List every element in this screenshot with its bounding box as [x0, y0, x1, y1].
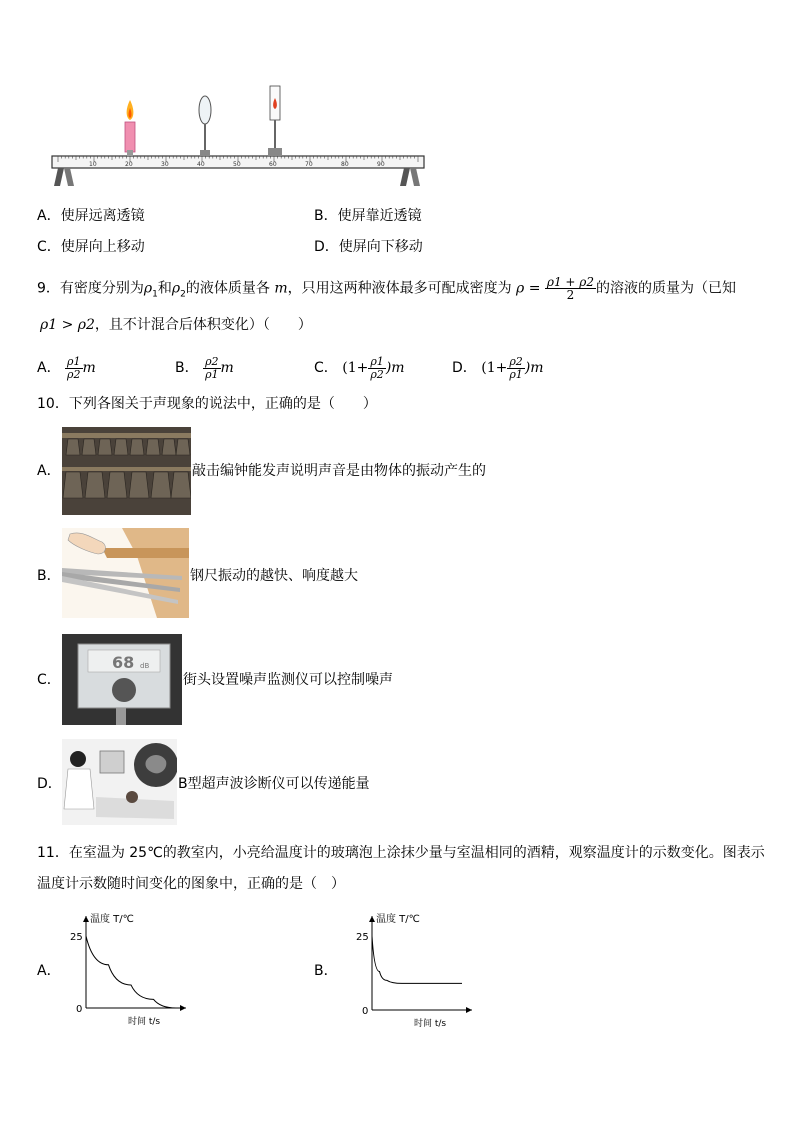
ruler-tick-label: 10 [89, 161, 97, 168]
x-axis-label: 时间 t/s [414, 1019, 447, 1029]
ruler-tick-label: 40 [197, 161, 205, 168]
candle [125, 100, 135, 156]
q11-option-b: B． [314, 963, 338, 979]
q8-option-b: B．使屏靠近透镜 [314, 208, 422, 224]
temperature-curve [86, 936, 176, 1008]
q10-option-c-text: 街头设置噪声监测仪可以控制噪声 [183, 672, 393, 688]
q10-option-d-text: B型超声波诊断仪可以传递能量 [178, 776, 370, 792]
q11-stem-line1: 11．在室温为 25℃的教室内，小亮给温度计的玻璃泡上涂抹少量与室温相同的酒精，观察温度计的示数变化。图表示 [37, 845, 765, 861]
ruler-tick-label: 20 [125, 161, 133, 168]
q9-option-b: B． $\frac{\rho 2}{\rho 1}$ m [175, 354, 234, 381]
q10-stem: 10．下列各图关于声现象的说法中，正确的是（ ） [37, 396, 377, 412]
ruler-tick-label: 70 [305, 161, 313, 168]
q11-stem-line2: 温度计示数随时间变化的图象中，正确的是（ ） [37, 876, 345, 892]
q11-option-a: A． [37, 963, 61, 979]
noise-monitor-photo [62, 634, 182, 725]
density-fraction: $\frac{\rho 1 + \rho 2}{2}$ [546, 275, 594, 302]
y-tick-label: 25 [356, 932, 369, 943]
ultrasound-photo [62, 739, 177, 825]
q9-option-d: D． (1+ $\frac{\rho 2}{\rho 1}$ )m [452, 354, 544, 381]
optical-bench-figure [48, 84, 448, 194]
ruler-tick-label: 90 [377, 161, 385, 168]
origin-label: 0 [362, 1006, 369, 1017]
ruler-tick-label: 30 [161, 161, 169, 168]
ruler-tick-label: 50 [233, 161, 241, 168]
q8-option-c: C．使屏向上移动 [37, 239, 145, 255]
y-tick-label: 25 [70, 932, 83, 943]
temperature-curve [372, 936, 462, 983]
q9-stem-line1: 9．有密度分别为$\rho_1$和$\rho_2$的液体质量各 m，只用这两种液体最多可配成密度为 ρ = $\frac{\rho 1 + \rho 2}{2}$ 的溶液的质量为（已知 [37, 275, 736, 302]
q10-option-a-letter: A． [37, 463, 61, 479]
q9-stem-line2: ρ1 > ρ2，且不计混合后体积变化）（ ） [40, 317, 312, 333]
x-axis-label: 时间 t/s [128, 1017, 161, 1027]
y-axis-label: 温度 T/℃ [90, 914, 134, 925]
y-axis-label: 温度 T/℃ [376, 914, 420, 925]
steel-ruler-photo [62, 528, 189, 618]
temperature-chart-b [352, 910, 482, 1032]
temperature-chart-a [60, 908, 200, 1028]
screen [268, 86, 282, 156]
q8-option-d: D．使屏向下移动 [314, 239, 423, 255]
q10-option-b-text: 钢尺振动的越快、响度越大 [190, 568, 358, 584]
q10-option-a-text: 敲击编钟能发声说明声音是由物体的振动产生的 [192, 463, 486, 479]
chime-bells-photo [62, 427, 191, 515]
q9-option-a: A． $\frac{\rho 1}{\rho 2}$ m [37, 354, 96, 381]
q10-option-d-letter: D． [37, 776, 62, 792]
ruler-tick-label: 80 [341, 161, 349, 168]
ruler-tick-label: 60 [269, 161, 277, 168]
q10-option-b-letter: B． [37, 568, 61, 584]
q8-option-a: A．使屏远离透镜 [37, 208, 145, 224]
origin-label: 0 [76, 1004, 83, 1015]
q9-option-c: C． (1+ $\frac{\rho 1}{\rho 2}$ )m [314, 354, 405, 381]
noise-display-value: 68 [112, 653, 135, 672]
q10-option-c-letter: C． [37, 672, 61, 688]
convex-lens [199, 96, 211, 156]
noise-display-unit: dB [140, 662, 150, 670]
